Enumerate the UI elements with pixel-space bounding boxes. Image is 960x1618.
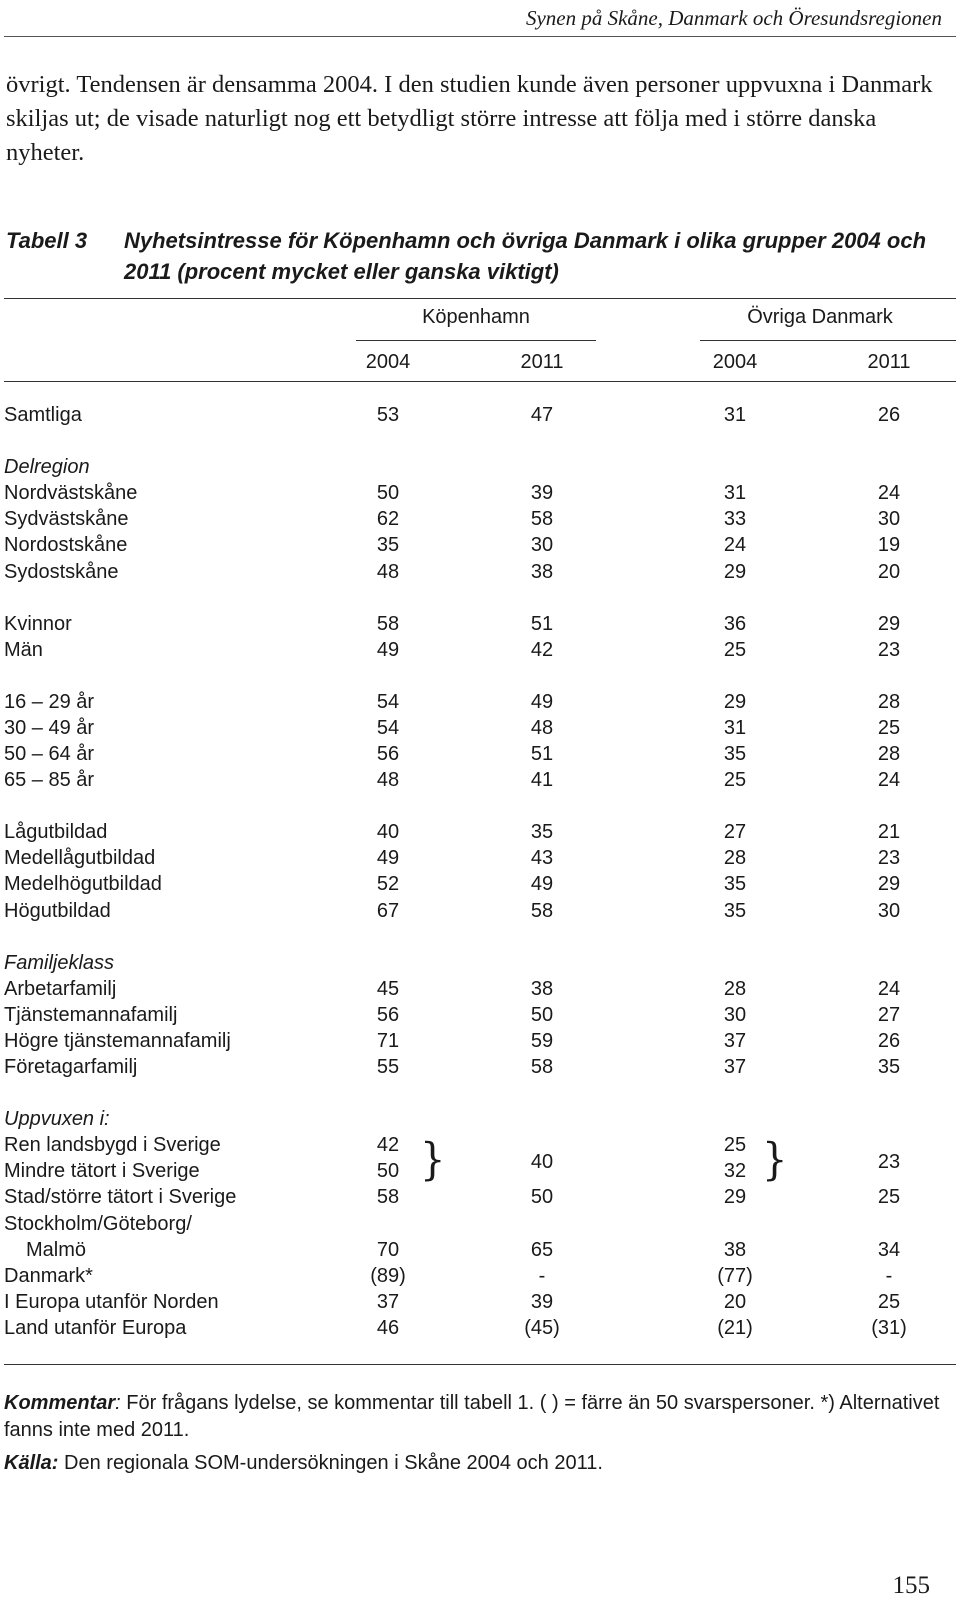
- table-cell: 29: [877, 612, 901, 635]
- row-label: Högutbildad: [4, 899, 111, 922]
- table-cell: 29: [723, 1186, 747, 1209]
- table-row: [0, 1160, 960, 1187]
- table-cell: 53: [376, 404, 400, 426]
- table-cell: 28: [723, 847, 747, 870]
- table-row: [0, 821, 960, 848]
- table-row: [0, 1186, 960, 1213]
- table-cell: 25: [723, 1134, 747, 1157]
- table-row: [0, 743, 960, 770]
- table-cell: 54: [376, 690, 400, 713]
- table-cell: 50: [530, 1003, 554, 1026]
- table-cell: 30: [877, 508, 901, 531]
- table-cell: 58: [530, 899, 554, 922]
- year-header: 2004: [365, 351, 411, 373]
- row-label: Företagarfamilj: [4, 1056, 138, 1078]
- table-cell: 30: [877, 899, 901, 922]
- year-header: 2004: [712, 351, 758, 373]
- table-cell: -: [538, 1264, 546, 1287]
- table-row: [0, 613, 960, 640]
- table-cell: 38: [530, 560, 554, 583]
- row-label: 30 – 49 år: [4, 716, 95, 739]
- table-cell: 58: [530, 1056, 554, 1078]
- table-cell: 35: [723, 899, 747, 922]
- comment-note: Kommentar: För frågans lydelse, se kommentar till tabell 1. ( ) = färre än 50 svarspersoner. *) Alternativet fanns inte med 2011.: [4, 1392, 940, 1441]
- intro-paragraph: övrigt. Tendensen är densamma 2004. I den studien kunde även personer uppvuxna i Danmark skiljas ut; de visade naturligt nog ett betydligt större intresse att följa med i större danska nyheter.: [6, 71, 933, 166]
- table-cell: 28: [877, 690, 901, 713]
- table-notes: [4, 1390, 944, 1483]
- table-section-heading: [0, 1108, 960, 1135]
- table-cell: 35: [376, 534, 400, 557]
- table-cell: 29: [877, 873, 901, 896]
- table-cell: 41: [530, 769, 554, 792]
- row-label: I Europa utanför Norden: [4, 1290, 219, 1313]
- table-row: [0, 1030, 960, 1057]
- table-row: [0, 1134, 960, 1161]
- table-cell: 35: [723, 873, 747, 896]
- table-cell: (77): [717, 1264, 753, 1287]
- table-cell: 47: [530, 404, 554, 426]
- row-label: Män: [4, 638, 43, 661]
- group-header-kopenhamn: Köpenhamn: [422, 306, 530, 328]
- table-cell: 31: [723, 716, 747, 739]
- row-label: Land utanför Europa: [4, 1316, 187, 1339]
- table-cell: 62: [376, 508, 400, 531]
- source-text: Den regionala SOM-undersökningen i Skåne 2004 och 2011.: [64, 1452, 603, 1474]
- table-cell: 34: [877, 1238, 901, 1261]
- table-title: Nyhetsintresse för Köpenhamn och övriga Danmark i olika grupper 2004 och 2011 (procent mycket eller ganska viktigt): [124, 228, 927, 284]
- page-number: 155: [892, 1572, 930, 1599]
- table-cell: 35: [723, 743, 747, 765]
- row-label: Medellågutbildad: [4, 847, 156, 870]
- table-cell: 71: [376, 1029, 400, 1052]
- row-label: Delregion: [4, 456, 90, 479]
- table-cell: 59: [530, 1029, 554, 1052]
- table-top-rule: [4, 298, 956, 299]
- table-cell: 48: [530, 716, 554, 739]
- table-cell: 28: [877, 743, 901, 765]
- table-cell: 38: [723, 1238, 747, 1261]
- table-cell: 49: [530, 873, 554, 896]
- table-row: [0, 1291, 960, 1318]
- table-cell: 38: [530, 977, 554, 1000]
- table-cell: 42: [376, 1134, 400, 1157]
- table-cell: 43: [530, 847, 554, 870]
- row-label: Medelhögutbildad: [4, 873, 162, 896]
- table-cell: 25: [723, 769, 747, 792]
- table-cell: 50: [376, 1160, 400, 1183]
- table-cell: (31): [871, 1316, 907, 1339]
- table-cell: 51: [530, 743, 554, 765]
- row-label: Stad/större tätort i Sverige: [4, 1186, 237, 1209]
- table-row: [0, 534, 960, 561]
- table-cell: 26: [877, 1029, 901, 1052]
- table-cell: 58: [376, 1186, 400, 1209]
- row-label: Lågutbildad: [4, 821, 108, 844]
- group-header-ovriga-danmark: Övriga Danmark: [747, 306, 893, 328]
- row-label: Uppvuxen i:: [4, 1108, 110, 1131]
- table-cell: 50: [376, 482, 400, 505]
- table-cell: -: [885, 1264, 893, 1287]
- year-header: 2011: [520, 351, 564, 373]
- table-cell: 32: [723, 1160, 747, 1183]
- row-label: Nordvästskåne: [4, 482, 138, 505]
- table-cell: 19: [877, 534, 901, 557]
- table-cell: 24: [877, 482, 901, 505]
- row-label: Stockholm/Göteborg/: [4, 1212, 192, 1235]
- table-cell: (89): [370, 1264, 406, 1287]
- table-section-heading: [0, 456, 960, 483]
- table-cell: 27: [723, 821, 747, 844]
- row-label: Mindre tätort i Sverige: [4, 1160, 200, 1183]
- row-label: 50 – 64 år: [4, 743, 95, 765]
- table-row: [0, 508, 960, 535]
- row-label: Ren landsbygd i Sverige: [4, 1134, 221, 1157]
- table-cell: 25: [877, 1186, 901, 1209]
- brace-ovriga: }: [762, 1134, 788, 1186]
- table-cell: 67: [376, 899, 400, 922]
- table-row: [0, 769, 960, 796]
- table-cell: 54: [376, 716, 400, 739]
- table-cell: 40: [376, 821, 400, 844]
- table-row: [0, 900, 960, 927]
- table-cell: 24: [877, 769, 901, 792]
- table-cell: 25: [877, 716, 901, 739]
- row-label: 65 – 85 år: [4, 769, 95, 792]
- table-row: [0, 691, 960, 718]
- table-cell: 49: [376, 638, 400, 661]
- table-cell: 37: [723, 1029, 747, 1052]
- table-cell: 29: [723, 560, 747, 583]
- row-label: Kvinnor: [4, 612, 72, 635]
- group-rule-ovriga-danmark: [700, 340, 956, 341]
- table-row: [0, 561, 960, 588]
- table-row: [0, 404, 960, 431]
- table-cell: (21): [717, 1316, 753, 1339]
- row-label: Nordostskåne: [4, 534, 128, 557]
- table-cell: 39: [530, 482, 554, 505]
- merged-value-kopenhamn-2011: 40: [530, 1151, 554, 1173]
- table-row: [0, 847, 960, 874]
- table-cell: 23: [877, 847, 901, 870]
- table-cell: 58: [530, 508, 554, 531]
- header-bottom-rule: [4, 381, 956, 382]
- row-label: Högre tjänstemannafamilj: [4, 1029, 231, 1052]
- table-cell: 70: [376, 1238, 400, 1261]
- table-cell: 35: [530, 821, 554, 844]
- table-cell: 42: [530, 638, 554, 661]
- table-cell: 58: [376, 612, 400, 635]
- merged-value-ovriga-2011: 23: [877, 1151, 901, 1173]
- year-header: 2011: [867, 351, 911, 373]
- table-cell: 24: [723, 534, 747, 557]
- table-row: [0, 1265, 960, 1292]
- table-row: [0, 1239, 960, 1266]
- comment-text: För frågans lydelse, se kommentar till tabell 1. ( ) = färre än 50 svarspersoner. *) Alternativet fanns inte med 2011.: [4, 1392, 940, 1441]
- table-cell: 27: [877, 1003, 901, 1026]
- table-cell: 37: [723, 1056, 747, 1078]
- table-cell: 30: [530, 534, 554, 557]
- row-label: Samtliga: [4, 404, 82, 426]
- source-note: [4, 1450, 944, 1477]
- row-label: 16 – 29 år: [4, 690, 95, 713]
- table-cell: 55: [376, 1056, 400, 1078]
- table-cell: 52: [376, 873, 400, 896]
- table-cell: 31: [723, 482, 747, 505]
- table-cell: 51: [530, 612, 554, 635]
- table-row: [0, 873, 960, 900]
- table-cell: 21: [877, 821, 901, 844]
- table-section-heading: [0, 952, 960, 979]
- row-label: Tjänstemannafamilj: [4, 1003, 178, 1026]
- running-head: Synen på Skåne, Danmark och Öresundsregionen: [525, 6, 942, 30]
- table-row: [0, 1213, 960, 1240]
- table-row: [0, 482, 960, 509]
- table-row: [0, 1056, 960, 1083]
- table-cell: 56: [376, 1003, 400, 1026]
- row-label: Familjeklass: [4, 951, 115, 974]
- table-cell: 20: [723, 1290, 747, 1313]
- table-cell: 23: [877, 638, 901, 661]
- table-cell: 26: [877, 404, 901, 426]
- table-cell: 24: [877, 977, 901, 1000]
- table-cell: 46: [376, 1316, 400, 1339]
- table-cell: 56: [376, 743, 400, 765]
- table-cell: 36: [723, 612, 747, 635]
- comment-label: Kommentar: [4, 1392, 116, 1414]
- row-label: Sydvästskåne: [4, 508, 129, 531]
- table-cell: 30: [723, 1003, 747, 1026]
- table-row: [0, 639, 960, 666]
- table-cell: 28: [723, 977, 747, 1000]
- table-label: Tabell 3: [6, 228, 88, 253]
- table-cell: 37: [376, 1290, 400, 1313]
- table-cell: 33: [723, 508, 747, 531]
- group-rule-kopenhamn: [356, 340, 596, 341]
- table-cell: 35: [877, 1056, 901, 1078]
- table-cell: 65: [530, 1238, 554, 1261]
- table-row: [0, 1317, 960, 1344]
- table-cell: 48: [376, 769, 400, 792]
- table-cell: 48: [376, 560, 400, 583]
- table-cell: 49: [530, 690, 554, 713]
- table-bottom-rule: [4, 1364, 956, 1365]
- table-cell: 20: [877, 560, 901, 583]
- table-cell: 25: [877, 1290, 901, 1313]
- row-label: Arbetarfamilj: [4, 977, 117, 1000]
- table-row: [0, 978, 960, 1005]
- table-row: [0, 717, 960, 744]
- row-label: Danmark*: [4, 1264, 93, 1287]
- table-row: [0, 1004, 960, 1031]
- header-rule: [4, 36, 956, 37]
- row-label: Sydostskåne: [4, 560, 119, 583]
- table-cell: (45): [524, 1316, 560, 1339]
- table-cell: 29: [723, 690, 747, 713]
- table-cell: 39: [530, 1290, 554, 1313]
- table-cell: 45: [376, 977, 400, 1000]
- table-cell: 25: [723, 638, 747, 661]
- table-cell: 49: [376, 847, 400, 870]
- brace-kopenhamn: }: [420, 1134, 446, 1186]
- table-cell: 50: [530, 1186, 554, 1209]
- table-cell: 31: [723, 404, 747, 426]
- source-label: Källa:: [4, 1452, 59, 1474]
- row-label: Malmö: [26, 1238, 87, 1261]
